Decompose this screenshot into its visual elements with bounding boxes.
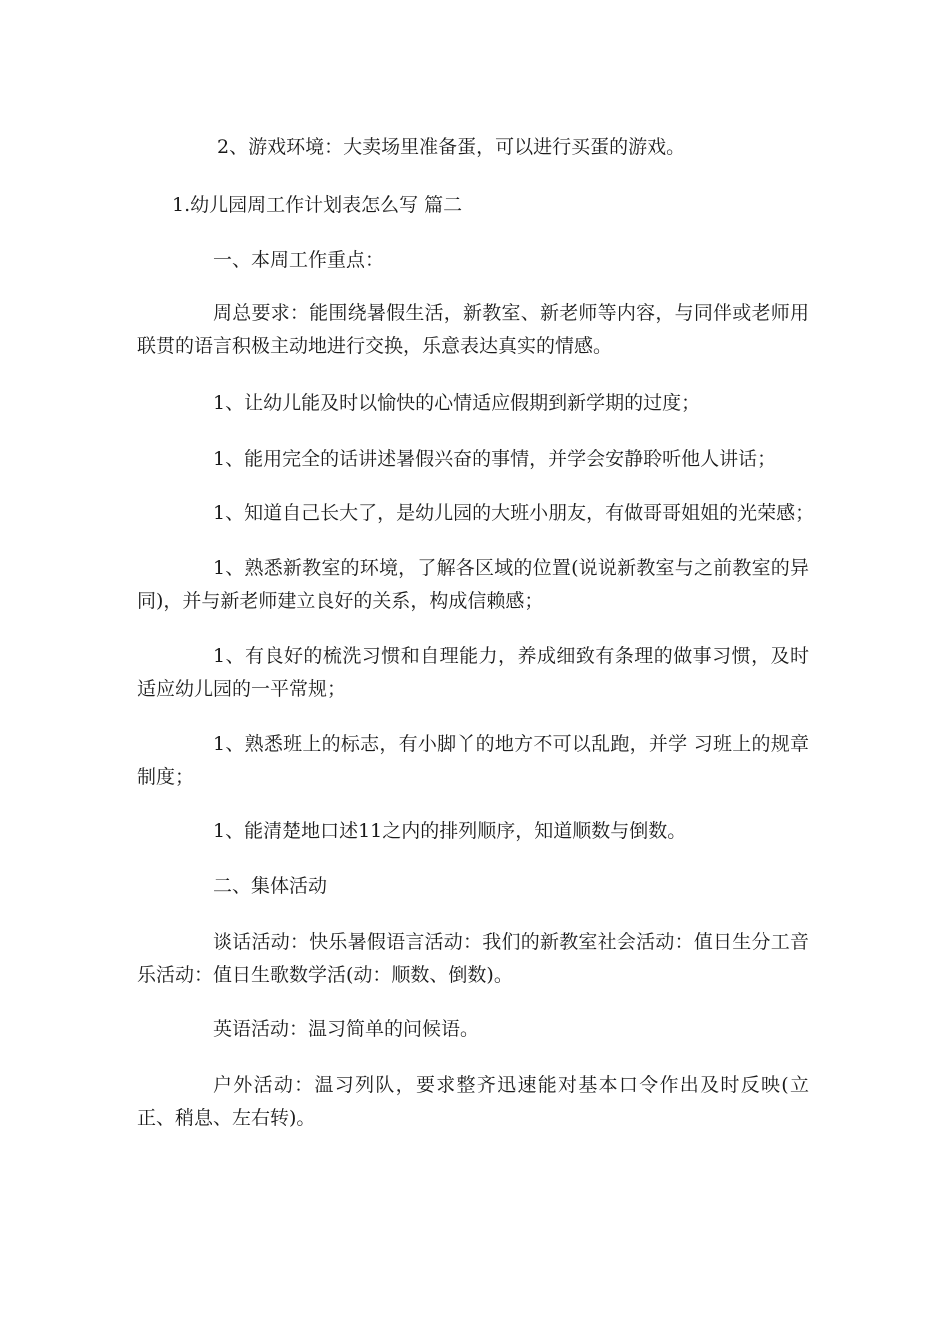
paragraph-game-environment: 2、游戏环境：大卖场里准备蛋，可以进行买蛋的游戏。 [217,136,686,158]
goal-item-7: 1、能清楚地口述11之内的排列顺序，知道顺数与倒数。 [213,820,687,842]
heading-weekly-focus: 一、本周工作重点： [213,249,385,271]
paragraph-talk-activities: 谈话活动：快乐暑假语言活动：我们的新教室社会活动：值日生分工音乐活动：值日生歌数学活(动：顺数、倒数)。 [137,931,809,986]
goal-item-6: 1、熟悉班上的标志，有小脚丫的地方不可以乱跑，并学 习班上的规章制度； [137,733,809,788]
paragraph-weekly-requirement: 周总要求：能围绕暑假生活，新教室、新老师等内容，与同伴或老师用联贯的语言积极主动地进行交换，乐意表达真实的情感。 [137,302,809,357]
goal-item-2: 1、能用完全的话讲述暑假兴奋的事情，并学会安静聆听他人讲话； [213,448,777,470]
goal-item-3: 1、知道自己长大了，是幼儿园的大班小朋友，有做哥哥姐姐的光荣感； [213,502,815,524]
section-heading-part-two: 1.幼儿园周工作计划表怎么写 篇二 [172,194,463,216]
heading-group-activities: 二、集体活动 [213,875,328,897]
paragraph-english-activity: 英语活动：温习简单的问候语。 [213,1018,480,1040]
paragraph-outdoor-activity: 户外活动：温习列队，要求整齐迅速能对基本口令作出及时反映(立正、稍息、左右转)。 [137,1074,809,1129]
goal-item-4: 1、熟悉新教室的环境，了解各区域的位置(说说新教室与之前教室的异同)，并与新老师建立良好的关系，构成信赖感； [137,557,809,612]
goal-item-1: 1、让幼儿能及时以愉快的心情适应假期到新学期的过度； [213,392,701,414]
goal-item-5: 1、有良好的梳洗习惯和自理能力，养成细致有条理的做事习惯，及时适应幼儿园的一平常规； [137,645,809,700]
